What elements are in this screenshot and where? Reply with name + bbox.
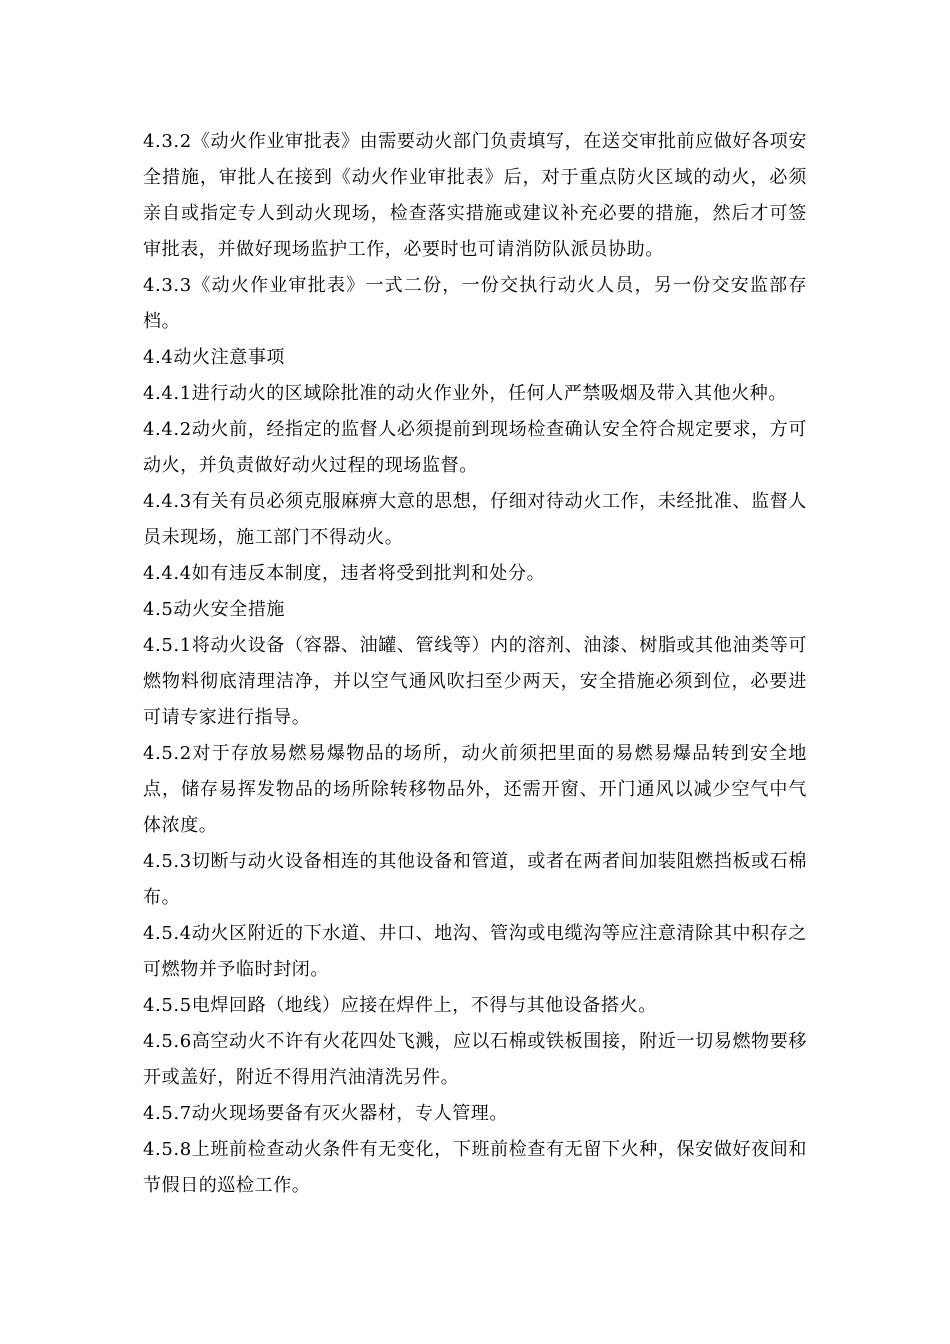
paragraph-4-5-1: 4.5.1将动火设备（容器、油罐、管线等）内的溶剂、油漆、树脂或其他油类等可燃物料彻底清理洁净，并以空气通风吹扫至少两天，安全措施必须到位，必要进可请专家进行指导。 [143, 635, 807, 728]
section-heading-4-5: 4.5动火安全措施 [143, 599, 286, 620]
section-heading-4-4: 4.4动火注意事项 [143, 347, 286, 368]
paragraph-4-5-4: 4.5.4动火区附近的下水道、井口、地沟、管沟或电缆沟等应注意清除其中积存之可燃物并予临时封闭。 [143, 923, 807, 980]
paragraph-4-5-7: 4.5.7动火现场要备有灭火器材，专人管理。 [143, 1103, 508, 1124]
document-body [143, 124, 807, 1204]
paragraph-4-4-1: 4.4.1进行动火的区域除批准的动火作业外，任何人严禁吸烟及带入其他火种。 [143, 383, 787, 404]
paragraph-4-5-3: 4.5.3切断与动火设备相连的其他设备和管道，或者在两者间加装阻燃挡板或石棉布。 [143, 851, 807, 908]
paragraph-4-3-3: 4.3.3《动火作业审批表》一式二份，一份交执行动火人员，另一份交安监部存档。 [143, 275, 807, 332]
paragraph-4-4-2: 4.4.2动火前，经指定的监督人必须提前到现场检查确认安全符合规定要求，方可动火，并负责做好动火过程的现场监督。 [143, 419, 807, 476]
paragraph-4-5-2: 4.5.2对于存放易燃易爆物品的场所，动火前须把里面的易燃易爆品转到安全地点，储存易挥发物品的场所除转移物品外，还需开窗、开门通风以减少空气中气体浓度。 [143, 743, 807, 836]
paragraph-4-5-8: 4.5.8上班前检查动火条件有无变化，下班前检查有无留下火种，保安做好夜间和节假日的巡检工作。 [143, 1139, 807, 1196]
paragraph-4-4-4: 4.4.4如有违反本制度，违者将受到批判和处分。 [143, 563, 546, 584]
paragraph-4-5-5: 4.5.5电焊回路（地线）应接在焊件上，不得与其他设备搭火。 [143, 995, 657, 1016]
paragraph-4-3-2: 4.3.2《动火作业审批表》由需要动火部门负责填写，在送交审批前应做好各项安全措施，审批人在接到《动火作业审批表》后，对于重点防火区域的动火，必须亲自或指定专人到动火现场，检查落实措施或建议补充必要的措施，然后才可签审批表，并做好现场监护工作，必要时也可请消防队派员协助。 [143, 131, 807, 260]
paragraph-4-5-6: 4.5.6高空动火不许有火花四处飞溅，应以石棉或铁板围接，附近一切易燃物要移开或盖好，附近不得用汽油清洗另件。 [143, 1031, 807, 1088]
paragraph-4-4-3: 4.4.3有关有员必须克服麻痹大意的思想，仔细对待动火工作，未经批准、监督人员未现场，施工部门不得动火。 [143, 491, 807, 548]
